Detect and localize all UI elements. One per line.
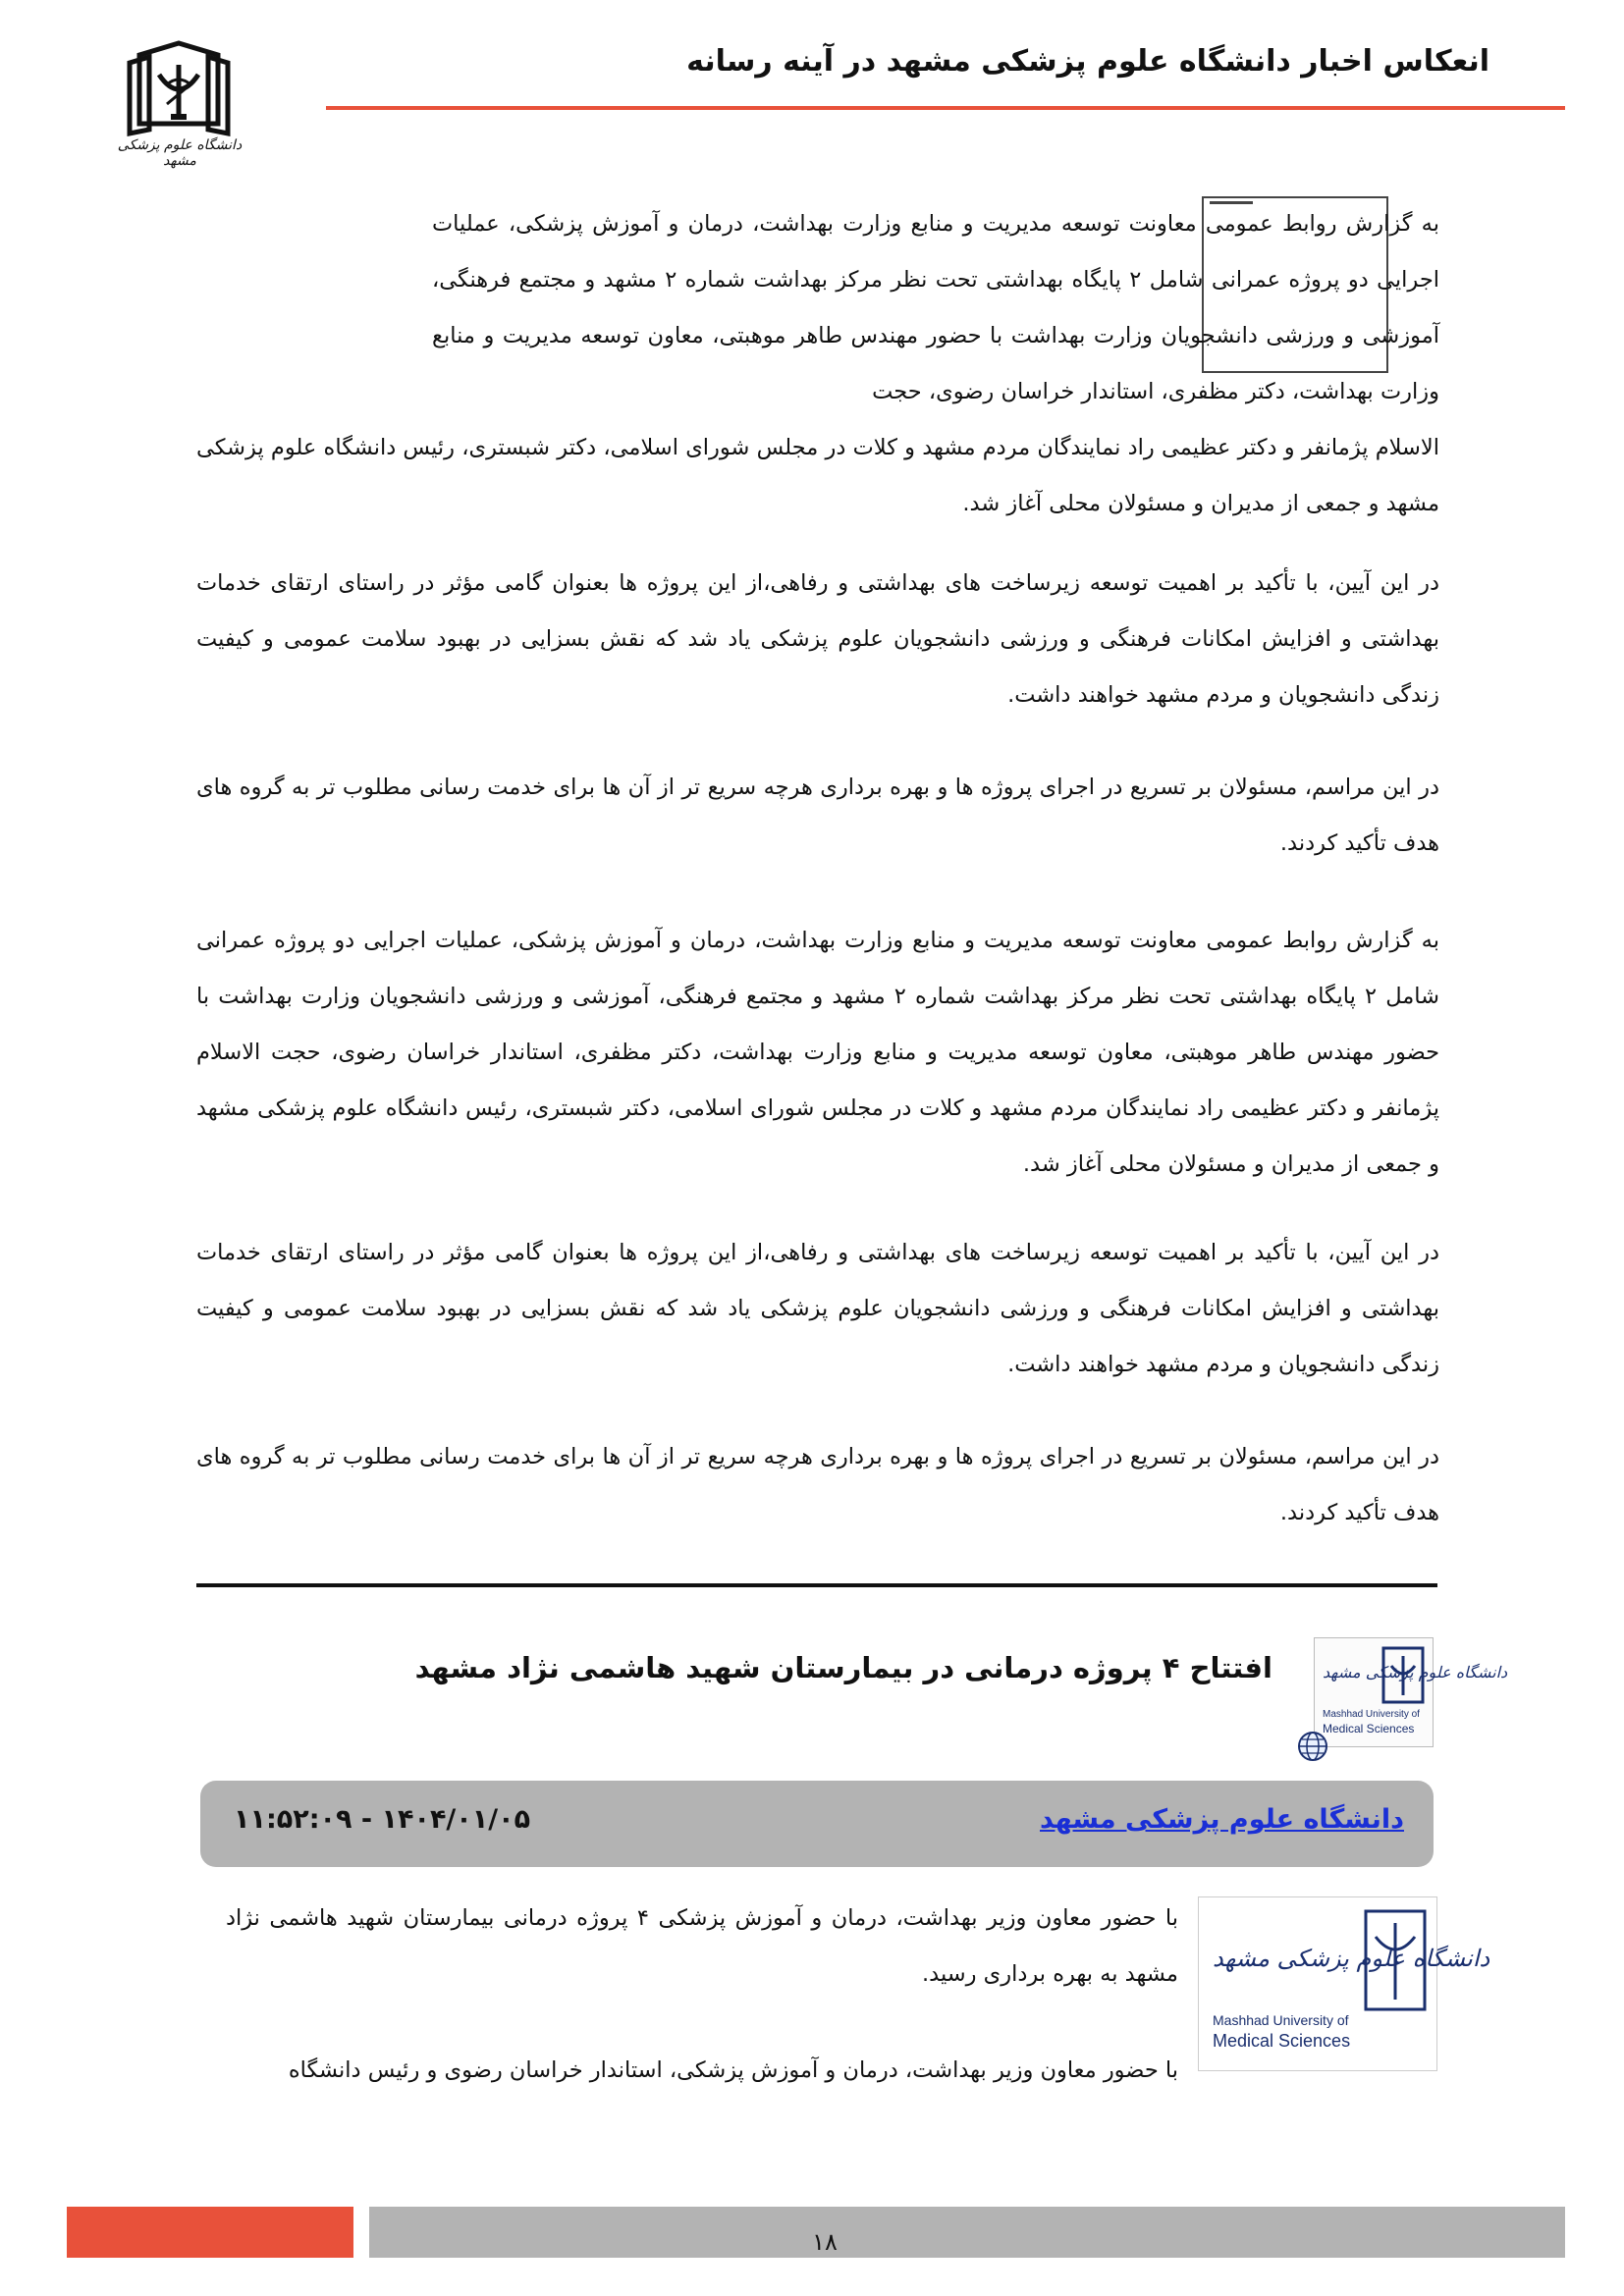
news-paragraph-2: با حضور معاون وزیر بهداشت، درمان و آموزش پزشکی، استاندار خراسان رضوی و رئیس دانشگاه — [288, 2057, 1178, 2083]
svg-text:Medical Sciences: Medical Sciences — [1323, 1722, 1415, 1735]
news-paragraph-1: با حضور معاون وزیر بهداشت، درمان و آموزش پزشکی ۴ پروژه درمانی بیمارستان شهید هاشمی نژاد مشهد به بهره برداری رسید. — [226, 1905, 1178, 1987]
news-title: افتتاح ۴ پروژه درمانی در بیمارستان شهید هاشمی نژاد مشهد — [414, 1651, 1272, 1684]
svg-text:دانشگاه علوم پزشکی مشهد: دانشگاه علوم پزشکی مشهد — [1213, 1945, 1490, 1972]
page-header-title: انعکاس اخبار دانشگاه علوم پزشکی مشهد در آینه رسانه — [686, 44, 1489, 79]
svg-text:Mashhad University of: Mashhad University of — [1323, 1709, 1420, 1720]
footer-gray-bar — [369, 2207, 1565, 2258]
news-source-link[interactable]: دانشگاه علوم پزشکی مشهد — [1040, 1804, 1404, 1835]
svg-text:Mashhad University of: Mashhad University of — [1213, 2012, 1349, 2028]
globe-icon[interactable] — [1296, 1730, 1329, 1763]
header-rule — [326, 106, 1565, 110]
article-paragraph-5: در این آیین، با تأکید بر اهمیت توسعه زیرساخت های بهداشتی و رفاهی،از این پروژه ها بعنوان گامی مؤثر در راستای ارتقای خدمات بهداشتی و افزایش امکانات فرهنگی و ورزشی دانشجویان علوم پزشکی یاد شد که نقش بسزایی در بهبود سلامت عمومی و کیفیت زندگی دانشجویان و مردم مشهد خواهند داشت. — [196, 1240, 1439, 1377]
logo-caption: دانشگاه علوم پزشکی مشهد — [117, 137, 243, 169]
article-paragraph-1a: به گزارش روابط عمومی معاونت توسعه مدیریت و منابع وزارت بهداشت، درمان و آموزش پزشکی، عملیات اجرایی دو پروژه عمرانی شامل ۲ پایگاه بهداشتی تحت نظر مرکز بهداشت شماره ۲ مشهد و مجتمع فرهنگی، آموزشی و ورزشی دانشجویان وزارت بهداشت با حضور مهندس طاهر موهبتی، معاون توسعه مدیریت و منابع وزارت بهداشت، دکتر مظفری، استاندار خراسان رضوی، حجت — [432, 211, 1439, 404]
section-divider — [196, 1583, 1437, 1587]
article-paragraph-1b: الاسلام پژمانفر و دکتر عظیمی راد نمایندگان مردم مشهد و کلات در مجلس شورای اسلامی، دکتر شبستری، رئیس دانشگاه علوم پزشکی مشهد و جمعی از مدیران و مسئولان محلی آغاز شد. — [196, 435, 1439, 516]
news-datetime: ۱۴۰۴/۰۱/۰۵ - ۱۱:۵۲:۰۹ — [234, 1804, 531, 1835]
page-number: ۱۸ — [812, 2228, 838, 2256]
article-paragraph-2: در این آیین، با تأکید بر اهمیت توسعه زیرساخت های بهداشتی و رفاهی،از این پروژه ها بعنوان گامی مؤثر در راستای ارتقای خدمات بهداشتی و افزایش امکانات فرهنگی و ورزشی دانشجویان علوم پزشکی یاد شد که نقش بسزایی در بهبود سلامت عمومی و کیفیت زندگی دانشجویان و مردم مشهد خواهند داشت. — [196, 570, 1439, 708]
article-paragraph-6: در این مراسم، مسئولان بر تسریع در اجرای پروژه ها و بهره برداری هرچه سریع تر از آن ها برای خدمت رسانی مطلوب تر به گروه های هدف تأکید کردند. — [196, 1444, 1439, 1525]
svg-text:Medical Sciences: Medical Sciences — [1213, 2031, 1351, 2051]
news-source-logo — [1314, 1637, 1508, 1747]
svg-text:دانشگاه علوم پزشکی مشهد: دانشگاه علوم پزشکی مشهد — [1323, 1663, 1508, 1682]
footer-red-bar — [67, 2207, 353, 2258]
article-paragraph-4: به گزارش روابط عمومی معاونت توسعه مدیریت و منابع وزارت بهداشت، درمان و آموزش پزشکی، عملیات اجرایی دو پروژه عمرانی شامل ۲ پایگاه بهداشتی تحت نظر مرکز بهداشت شماره ۲ مشهد و مجتمع فرهنگی، آموزشی و ورزشی دانشجویان وزارت بهداشت با حضور مهندس طاهر موهبتی، معاون توسعه مدیریت و منابع وزارت بهداشت، دکتر مظفری، استاندار خراسان رضوی، حجت الاسلام پژمانفر و دکتر عظیمی راد نمایندگان مردم مشهد و کلات در مجلس شورای اسلامی، دکتر شبستری، رئیس دانشگاه علوم پزشکی مشهد و جمعی از مدیران و مسئولان محلی آغاز شد. — [196, 928, 1439, 1177]
news-image — [1198, 1896, 1490, 2071]
article-paragraph-3: در این مراسم، مسئولان بر تسریع در اجرای پروژه ها و بهره برداری هرچه سریع تر از آن ها برای خدمت رسانی مطلوب تر به گروه های هدف تأکید کردند. — [196, 774, 1439, 856]
